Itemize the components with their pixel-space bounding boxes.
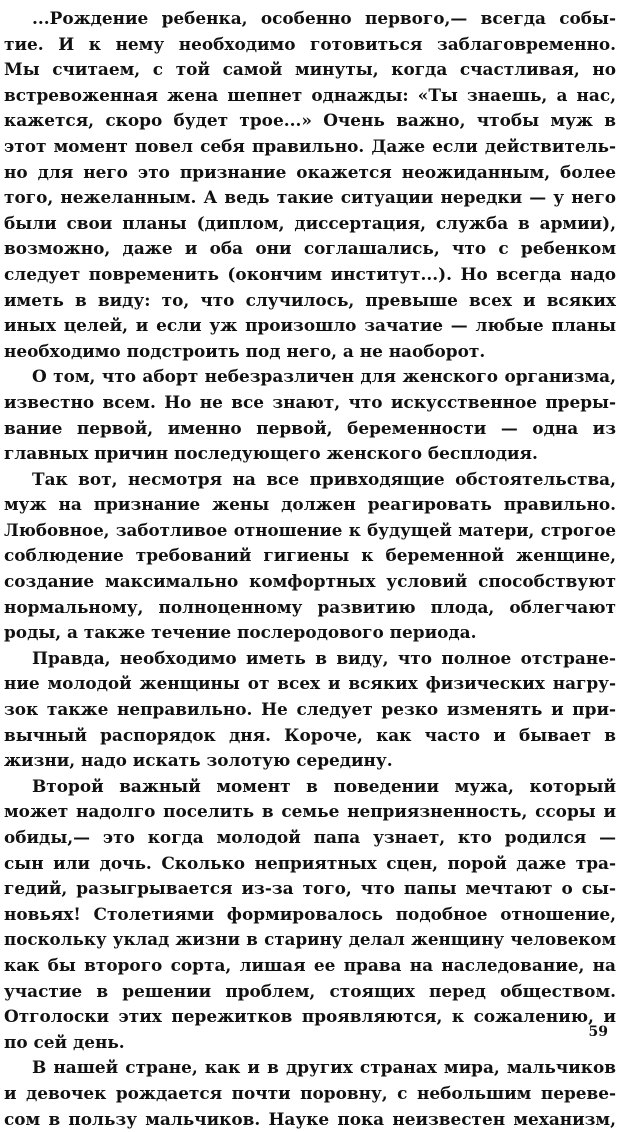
text-line: ние молодой женщины от всех и всяких физических нагру- <box>4 673 616 694</box>
text-line: но для него это признание окажется неожиданным, более <box>4 161 616 182</box>
text-line: роды, а также течение послеродового периода. <box>4 622 477 643</box>
text-line: Так вот, несмотря на все привходящие обстоятельства, <box>32 468 616 489</box>
text-line: участие в решении проблем, стоящих перед обществом. <box>4 980 616 1001</box>
text-line: и девочек рождается почти поровну, с небольшим переве- <box>4 1082 616 1103</box>
text-line: известно всем. Но не все знают, что искусственное преры- <box>4 391 616 412</box>
text-line: Мы считаем, с той самой минуты, когда счастливая, но <box>4 59 616 80</box>
text-line: сом в пользу мальчиков. Науке пока неизвестен механизм, <box>4 1108 616 1129</box>
text-line: Второй важный момент в поведении мужа, который <box>32 775 616 796</box>
text-line: тие. И к нему необходимо готовиться заблаговременно. <box>4 33 616 54</box>
text-line: по сей день. <box>4 1031 125 1052</box>
text-line: поскольку уклад жизни в старину делал женщину человеком <box>4 929 616 950</box>
text-line: О том, что аборт небезразличен для женского организма, <box>32 366 616 387</box>
text-line: следует повременить (окончим институт...). Но всегда надо <box>4 263 616 284</box>
text-line: В нашей стране, как и в других странах мира, мальчиков <box>32 1057 616 1078</box>
text-line: муж на признание жены должен реагировать правильно. <box>4 494 616 515</box>
text-line: гедий, разыгрывается из-за того, что папы мечтают о сы- <box>4 878 616 899</box>
text-line: сын или дочь. Сколько неприятных сцен, порой даже тра- <box>4 852 616 873</box>
text-line: может надолго поселить в семье неприязненность, ссоры и <box>4 801 616 822</box>
text-line: жизни, надо искать золотую середину. <box>4 750 393 771</box>
text-line: необходимо подстроить под него, а не наоборот. <box>4 340 486 361</box>
text-line: вание первой, именно первой, беременности — одна из <box>4 417 616 438</box>
text-line: возможно, даже и оба они соглашались, что с ребенком <box>4 238 616 259</box>
text-line: были свои планы (диплом, диссертация, служба в армии), <box>4 212 616 233</box>
text-line: нормальному, полноценному развитию плода, облегчают <box>4 596 616 617</box>
text-line: встревоженная жена шепнет однажды: «Ты знаешь, а нас, <box>4 84 616 105</box>
text-line: Правда, необходимо иметь в виду, что полное отстране- <box>32 647 616 668</box>
text-line: соблюдение требований гигиены к беременной женщине, <box>4 545 616 566</box>
text-line: создание максимально комфортных условий способствуют <box>4 571 616 592</box>
page-number: 59 <box>588 1024 608 1040</box>
text-line: этот момент повел себя правильно. Даже если действитель- <box>4 135 616 156</box>
text-line: Отголоски этих пережитков проявляются, к сожалению, и <box>4 1006 616 1027</box>
text-line: Любовное, заботливое отношение к будущей матери, строгое <box>4 519 616 540</box>
text-line: обиды,— это когда молодой папа узнает, кто родился — <box>4 827 616 847</box>
text-line: как бы второго сорта, лишая ее права на наследование, на <box>4 954 616 975</box>
text-line: иметь в виду: то, что случилось, превыше всех и всяких <box>4 289 616 310</box>
text-line: новьях! Столетиями формировалось подобное отношение, <box>4 903 616 924</box>
text-line: кажется, скоро будет трое...» Очень важно, чтобы муж в <box>4 110 616 131</box>
text-line: зок также неправильно. Не следует резко изменять и при- <box>4 699 616 720</box>
text-line: того, нежеланным. А ведь такие ситуации нередки — у него <box>4 187 616 208</box>
text-line: ...Рождение ребенка, особенно первого,— всегда собы- <box>32 8 616 28</box>
body-text <box>4 6 616 1132</box>
text-line: главных причин последующего женского бесплодия. <box>4 443 538 464</box>
text-line: иных целей, и если уж произошло зачатие — любые планы <box>4 315 616 336</box>
text-line: вычный распорядок дня. Короче, как часто и бывает в <box>4 724 616 745</box>
